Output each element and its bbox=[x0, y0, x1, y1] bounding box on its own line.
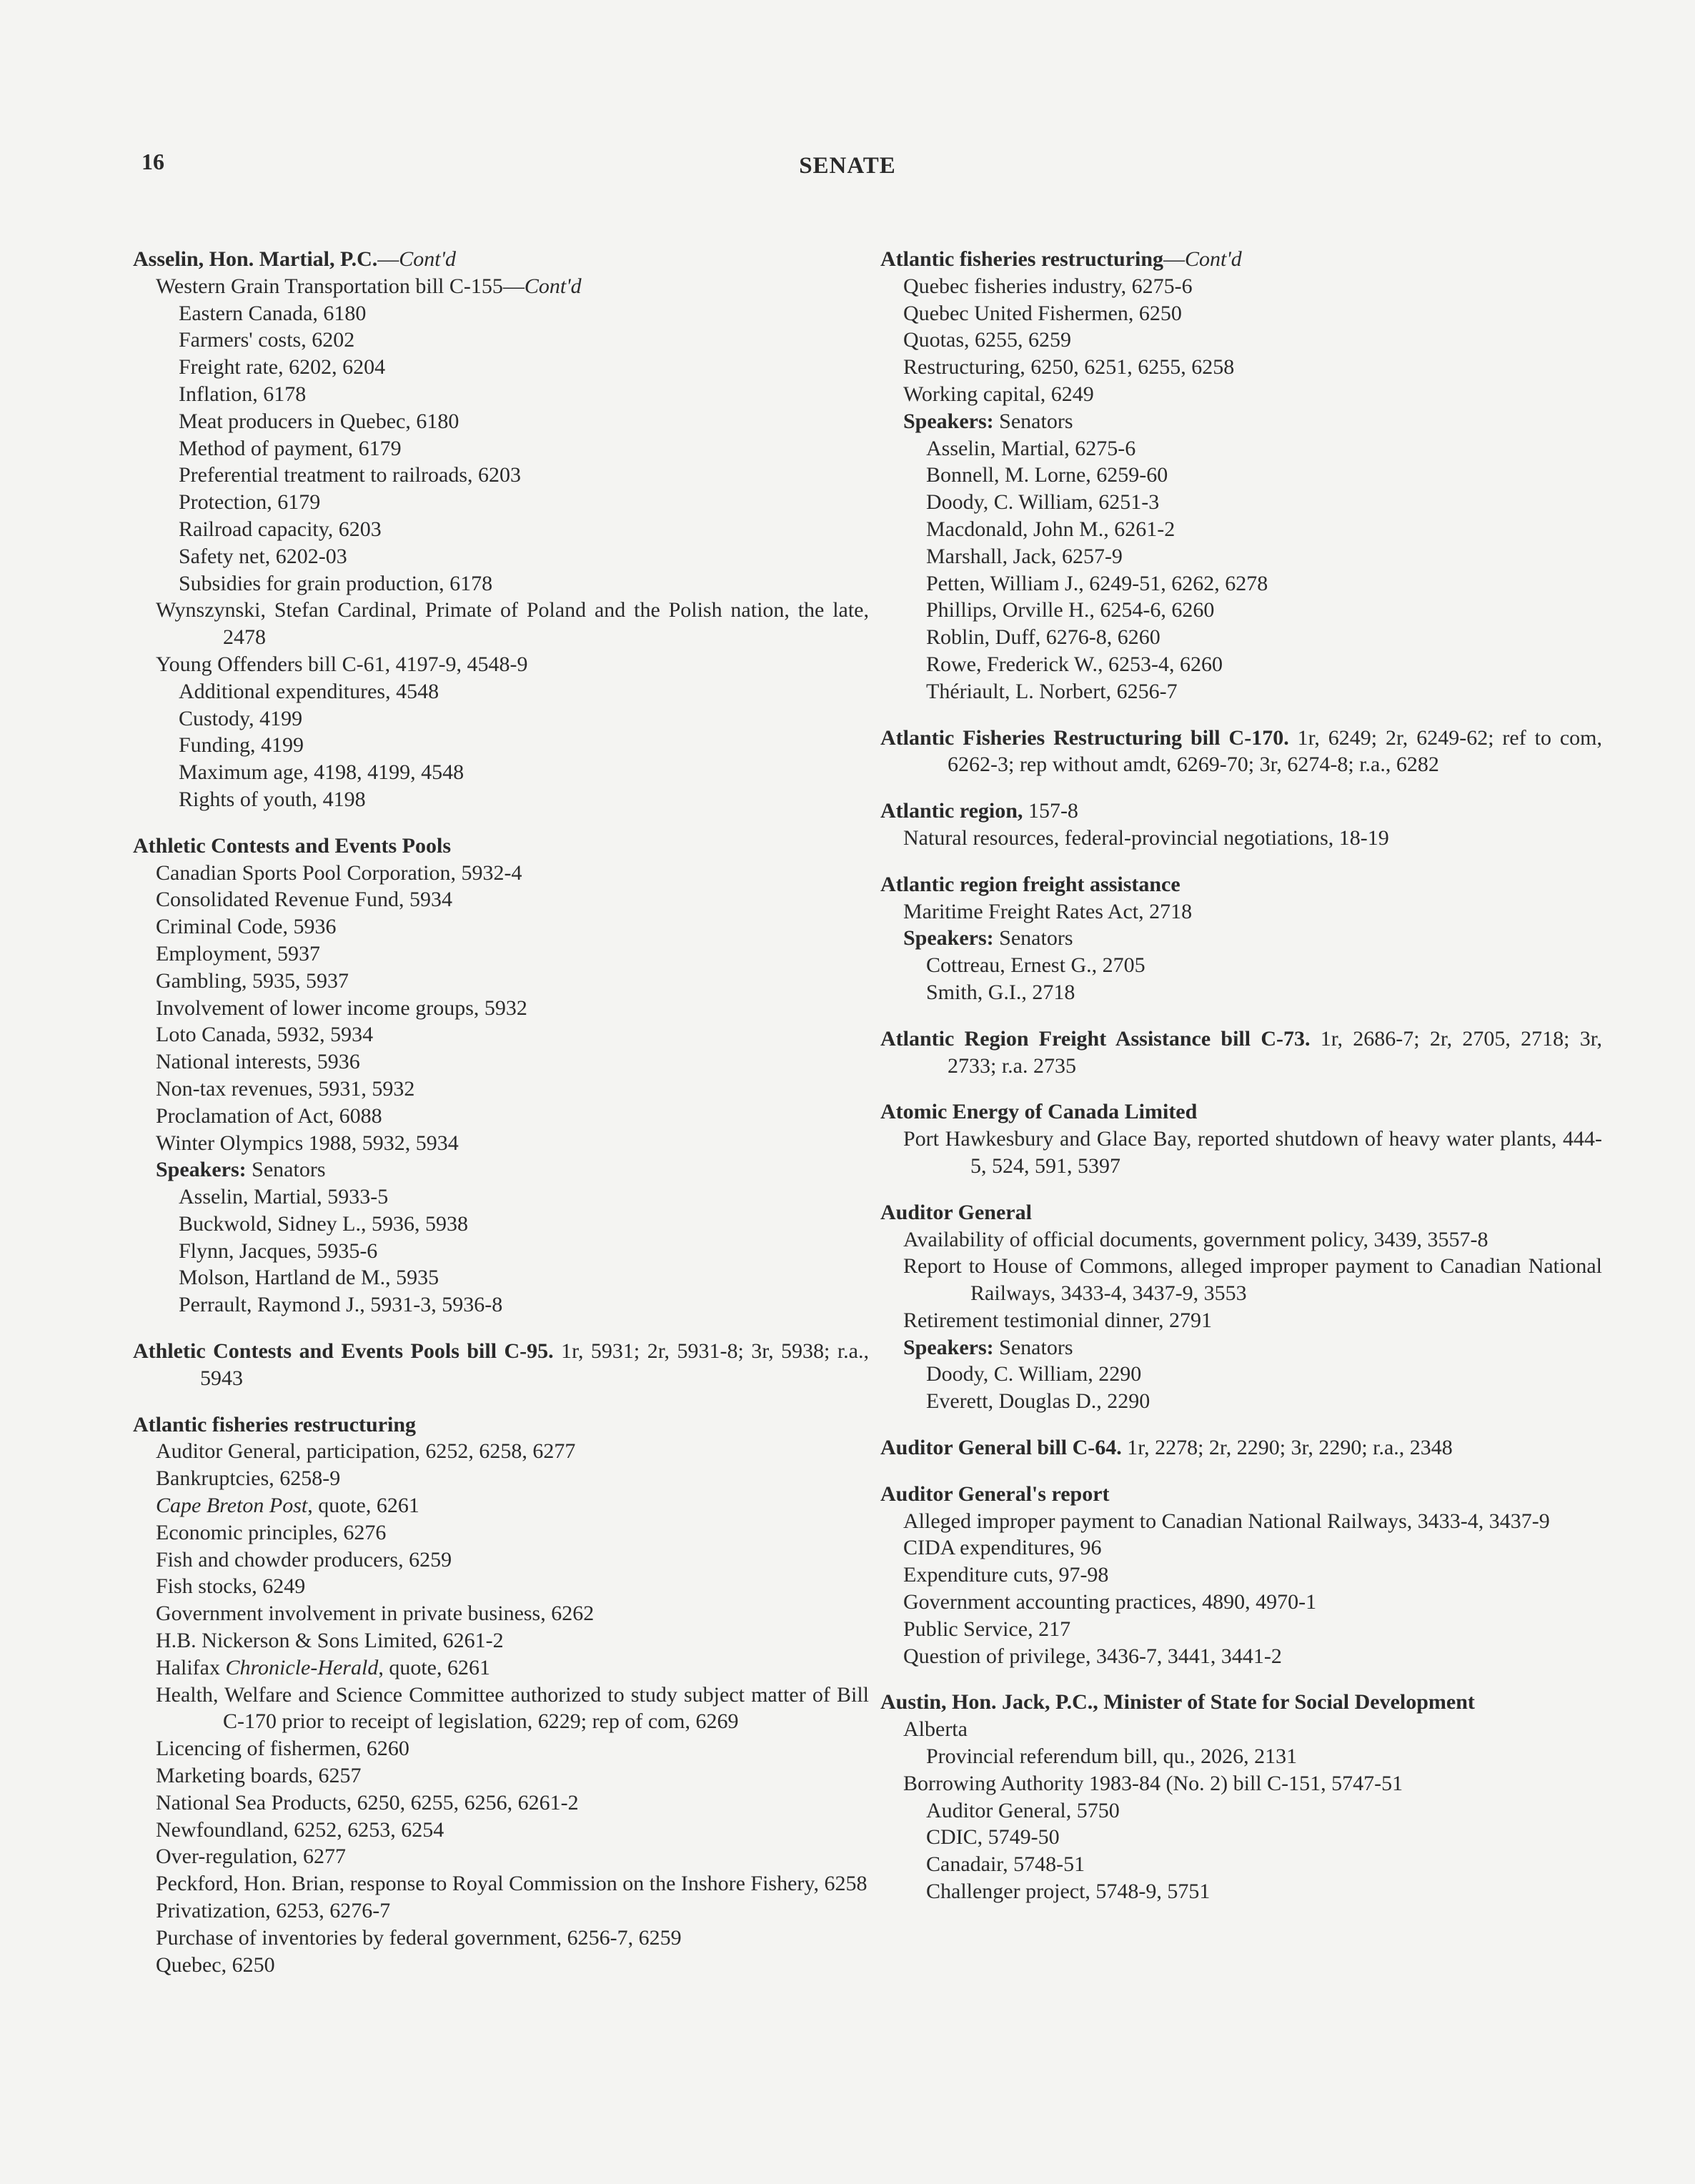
index-text: Atlantic fisheries restructuring bbox=[133, 1412, 417, 1436]
index-heading bbox=[133, 1411, 869, 1439]
index-subentry bbox=[133, 1897, 869, 1925]
index-subsubentry bbox=[880, 1878, 1602, 1905]
index-text: Atlantic Fisheries Restructuring bill C-170. bbox=[880, 725, 1289, 750]
index-subentry bbox=[133, 1076, 869, 1103]
index-text: Perrault, Raymond J., 5931-3, 5936-8 bbox=[179, 1293, 503, 1317]
index-text: Provincial referendum bill, qu., 2026, 2131 bbox=[926, 1744, 1298, 1769]
index-subsubentry bbox=[880, 624, 1602, 651]
index-subsubentry bbox=[880, 1388, 1602, 1415]
index-subsubentry bbox=[133, 381, 869, 408]
index-subentry bbox=[133, 1519, 869, 1547]
index-heading bbox=[880, 1199, 1602, 1226]
index-text: Flynn, Jacques, 5935-6 bbox=[179, 1239, 378, 1263]
index-text: Method of payment, 6179 bbox=[179, 436, 402, 460]
index-text: Speakers: bbox=[903, 409, 994, 433]
index-text: 1r, 2278; 2r, 2290; 3r, 2290; r.a., 2348 bbox=[1121, 1436, 1453, 1460]
index-text: Consolidated Revenue Fund, 5934 bbox=[156, 888, 452, 912]
index-text: Quebec, 6250 bbox=[156, 1952, 275, 1977]
index-text: Government involvement in private business, 6262 bbox=[156, 1602, 595, 1626]
index-text: Winter Olympics 1988, 5932, 5934 bbox=[156, 1131, 459, 1155]
index-heading bbox=[880, 1481, 1602, 1508]
index-text: CIDA expenditures, 96 bbox=[903, 1536, 1102, 1560]
index-entry bbox=[880, 725, 1602, 779]
index-text: Peckford, Hon. Brian, response to Royal Commission on the Inshore Fishery, 6258 bbox=[156, 1872, 868, 1896]
index-text: Newfoundland, 6252, 6253, 6254 bbox=[156, 1817, 444, 1842]
index-subentry bbox=[880, 825, 1602, 852]
index-subsubentry bbox=[133, 705, 869, 733]
index-text: Retirement testimonial dinner, 2791 bbox=[903, 1308, 1213, 1332]
index-subentry bbox=[880, 1126, 1602, 1180]
index-entry bbox=[880, 1689, 1602, 1905]
index-text: Bonnell, M. Lorne, 6259-60 bbox=[926, 463, 1168, 487]
index-text: Gambling, 5935, 5937 bbox=[156, 968, 349, 993]
index-text: Doody, C. William, 2290 bbox=[926, 1362, 1142, 1386]
index-subentry bbox=[133, 1492, 869, 1519]
index-text: Speakers: bbox=[903, 1335, 994, 1359]
index-subsubentry bbox=[880, 543, 1602, 570]
index-entry bbox=[133, 1411, 869, 1979]
index-subentry bbox=[133, 1762, 869, 1790]
index-text: CDIC, 5749-50 bbox=[926, 1825, 1060, 1850]
index-subsubentry bbox=[133, 435, 869, 462]
index-text: Atlantic region freight assistance bbox=[880, 872, 1180, 896]
index-heading bbox=[880, 1098, 1602, 1126]
index-text: Quebec United Fishermen, 6250 bbox=[903, 301, 1182, 325]
index-subentry bbox=[133, 886, 869, 913]
index-text: , quote, 6261 bbox=[378, 1655, 490, 1679]
index-subsubentry bbox=[880, 462, 1602, 489]
index-text: Halifax bbox=[156, 1655, 226, 1679]
index-subentry bbox=[133, 1465, 869, 1492]
index-text: Auditor General, 5750 bbox=[926, 1798, 1120, 1822]
index-subentry bbox=[133, 651, 869, 678]
index-text: Quotas, 6255, 6259 bbox=[903, 328, 1071, 352]
index-subsubentry bbox=[880, 1361, 1602, 1388]
index-text: Cont'd bbox=[399, 247, 456, 271]
index-subentry bbox=[880, 354, 1602, 381]
index-heading bbox=[880, 1026, 1602, 1080]
index-text: Purchase of inventories by federal government, 6256-7, 6259 bbox=[156, 1925, 682, 1950]
index-text: Senators bbox=[993, 1335, 1073, 1359]
index-text: Borrowing Authority 1983-84 (No. 2) bill C-151, 5747-51 bbox=[903, 1771, 1403, 1795]
index-text: H.B. Nickerson & Sons Limited, 6261-2 bbox=[156, 1629, 504, 1653]
index-subsubentry bbox=[133, 786, 869, 813]
index-text: Alberta bbox=[903, 1717, 968, 1742]
index-subentry bbox=[133, 1952, 869, 1979]
index-text: Working capital, 6249 bbox=[903, 382, 1094, 406]
index-text: Farmers' costs, 6202 bbox=[179, 328, 355, 352]
index-text: Doody, C. William, 6251-3 bbox=[926, 490, 1160, 515]
index-heading bbox=[133, 246, 869, 273]
index-entry bbox=[880, 1199, 1602, 1415]
index-text: Question of privilege, 3436-7, 3441, 3441-2 bbox=[903, 1644, 1282, 1668]
index-text: Health, Welfare and Science Committee authorized to study subject matter of Bill C-170 prior to receipt of legislation, 6229; rep of com, 6269 bbox=[156, 1682, 869, 1734]
index-text: Atlantic fisheries restructuring bbox=[880, 247, 1164, 271]
index-text: 1r, 5931; 2r, 5931-8; 3r, 5938; r.a., 5943 bbox=[200, 1339, 869, 1390]
index-entry bbox=[133, 833, 869, 1319]
index-subsubentry bbox=[133, 1291, 869, 1319]
index-subsubentry bbox=[133, 570, 869, 597]
index-text: Freight rate, 6202, 6204 bbox=[179, 355, 386, 379]
index-text: Senators bbox=[246, 1158, 326, 1182]
index-subentry bbox=[133, 1547, 869, 1574]
index-text: Licencing of fishermen, 6260 bbox=[156, 1737, 409, 1761]
index-subsubentry bbox=[133, 462, 869, 489]
index-text: Non-tax revenues, 5931, 5932 bbox=[156, 1076, 415, 1101]
index-subentry bbox=[880, 300, 1602, 327]
index-text: Safety net, 6202-03 bbox=[179, 544, 347, 568]
page-number: 16 bbox=[141, 149, 164, 174]
index-subentry bbox=[133, 913, 869, 940]
index-text: Over-regulation, 6277 bbox=[156, 1845, 346, 1869]
index-text: Young Offenders bill C-61, 4197-9, 4548-9 bbox=[156, 652, 528, 676]
index-subsubentry bbox=[133, 1183, 869, 1211]
index-text: Cont'd bbox=[524, 274, 582, 298]
index-text: Austin, Hon. Jack, P.C., Minister of State for Social Development bbox=[880, 1690, 1475, 1714]
index-text: Additional expenditures, 4548 bbox=[179, 679, 439, 703]
index-text: Marshall, Jack, 6257-9 bbox=[926, 544, 1123, 568]
index-text: Asselin, Hon. Martial, P.C. bbox=[133, 247, 378, 271]
index-text: Petten, William J., 6249-51, 6262, 6278 bbox=[926, 571, 1268, 595]
index-text: Auditor General's report bbox=[880, 1481, 1110, 1506]
index-subentry bbox=[133, 1156, 869, 1183]
index-text: Chronicle-Herald bbox=[225, 1655, 379, 1679]
index-text: 1r, 2686-7; 2r, 2705, 2718; 3r, 2733; r.a. 2735 bbox=[948, 1026, 1603, 1078]
index-text: Employment, 5937 bbox=[156, 941, 320, 966]
index-subsubentry bbox=[880, 952, 1602, 979]
index-subentry bbox=[133, 1103, 869, 1130]
index-text: Speakers: bbox=[156, 1158, 247, 1182]
index-subsubentry bbox=[133, 1264, 869, 1291]
index-subsubentry bbox=[880, 597, 1602, 624]
index-subentry bbox=[880, 1307, 1602, 1334]
index-text: Senators bbox=[993, 409, 1073, 433]
index-text: Thériault, L. Norbert, 6256-7 bbox=[926, 679, 1178, 703]
index-subsubentry bbox=[133, 408, 869, 435]
index-text: Proclamation of Act, 6088 bbox=[156, 1103, 382, 1128]
index-subentry bbox=[133, 1682, 869, 1736]
index-subentry bbox=[880, 327, 1602, 354]
index-subentry bbox=[133, 1130, 869, 1157]
index-text: Roblin, Duff, 6276-8, 6260 bbox=[926, 625, 1160, 650]
index-text: Cont'd bbox=[1185, 247, 1242, 271]
index-text: Auditor General bbox=[880, 1200, 1032, 1224]
index-text: Auditor General bill C-64. bbox=[880, 1436, 1122, 1460]
index-entry bbox=[880, 1434, 1602, 1461]
index-text: 1r, 6249; 2r, 6249-62; ref to com, 6262-3; rep without amdt, 6269-70; 3r, 6274-8; r.a., 6282 bbox=[948, 725, 1602, 777]
index-text: Natural resources, federal-provincial negotiations, 18-19 bbox=[903, 825, 1389, 850]
index-subentry bbox=[133, 1021, 869, 1048]
index-text: Eastern Canada, 6180 bbox=[179, 301, 367, 325]
index-text: Smith, G.I., 2718 bbox=[926, 980, 1075, 1004]
index-subentry bbox=[133, 1843, 869, 1870]
index-subsubentry bbox=[133, 1238, 869, 1265]
index-text: Subsidies for grain production, 6178 bbox=[179, 571, 493, 595]
index-subentry bbox=[133, 1654, 869, 1682]
index-text: 157-8 bbox=[1023, 799, 1078, 823]
index-text: Maximum age, 4198, 4199, 4548 bbox=[179, 760, 464, 785]
index-subsubentry bbox=[133, 1211, 869, 1238]
index-text: Preferential treatment to railroads, 6203 bbox=[179, 463, 521, 487]
index-text: Atlantic Region Freight Assistance bill C-73. bbox=[880, 1026, 1311, 1051]
index-subentry bbox=[133, 968, 869, 995]
index-text: Phillips, Orville H., 6254-6, 6260 bbox=[926, 598, 1215, 622]
index-text: Protection, 6179 bbox=[179, 490, 321, 515]
index-subsubentry bbox=[880, 516, 1602, 543]
index-subsubentry bbox=[880, 678, 1602, 705]
index-text: — bbox=[1163, 247, 1185, 271]
index-subentry bbox=[133, 1573, 869, 1600]
index-text: Asselin, Martial, 5933-5 bbox=[179, 1185, 389, 1209]
index-entry bbox=[880, 1026, 1602, 1080]
index-text: Meat producers in Quebec, 6180 bbox=[179, 409, 459, 433]
index-subentry bbox=[133, 1627, 869, 1654]
index-subsubentry bbox=[880, 1797, 1602, 1825]
index-text: Criminal Code, 5936 bbox=[156, 915, 337, 939]
index-text: Western Grain Transportation bill C-155— bbox=[156, 274, 525, 298]
index-text: Wynszynski, Stefan Cardinal, Primate of Poland and the Polish nation, the late, 2478 bbox=[156, 598, 869, 650]
index-subentry bbox=[880, 1589, 1602, 1616]
index-text: National interests, 5936 bbox=[156, 1050, 360, 1074]
index-entry bbox=[880, 798, 1602, 852]
index-entry bbox=[880, 871, 1602, 1006]
index-subentry bbox=[133, 1817, 869, 1844]
index-subentry bbox=[880, 1253, 1602, 1307]
index-subentry bbox=[880, 1616, 1602, 1643]
index-subsubentry bbox=[880, 570, 1602, 597]
index-subentry bbox=[880, 1508, 1602, 1535]
index-heading bbox=[133, 1338, 869, 1392]
index-text: Cottreau, Ernest G., 2705 bbox=[926, 953, 1145, 978]
index-text: Auditor General, participation, 6252, 6258, 6277 bbox=[156, 1439, 576, 1464]
index-text: Fish and chowder producers, 6259 bbox=[156, 1547, 452, 1572]
index-text: Funding, 4199 bbox=[179, 733, 304, 758]
index-text: Maritime Freight Rates Act, 2718 bbox=[903, 899, 1193, 923]
index-text: Economic principles, 6276 bbox=[156, 1520, 387, 1544]
index-subentry bbox=[880, 898, 1602, 925]
index-subentry bbox=[133, 1870, 869, 1897]
index-heading bbox=[880, 1689, 1602, 1716]
index-text: Rights of youth, 4198 bbox=[179, 787, 366, 811]
index-text: Marketing boards, 6257 bbox=[156, 1764, 362, 1788]
index-text: Rowe, Frederick W., 6253-4, 6260 bbox=[926, 652, 1223, 676]
index-subentry bbox=[880, 408, 1602, 435]
index-text: Molson, Hartland de M., 5935 bbox=[179, 1266, 439, 1290]
index-subsubentry bbox=[880, 1851, 1602, 1878]
index-heading bbox=[880, 798, 1602, 825]
index-text: National Sea Products, 6250, 6255, 6256, 6261-2 bbox=[156, 1790, 579, 1815]
index-text: Athletic Contests and Events Pools bbox=[133, 833, 452, 858]
index-subsubentry bbox=[133, 678, 869, 705]
index-text: Expenditure cuts, 97-98 bbox=[903, 1563, 1109, 1587]
index-text: Senators bbox=[993, 926, 1073, 950]
running-head: SENATE bbox=[799, 153, 896, 179]
index-entry bbox=[133, 246, 869, 813]
index-subsubentry bbox=[133, 732, 869, 759]
index-subentry bbox=[880, 1534, 1602, 1562]
index-subentry bbox=[133, 273, 869, 300]
index-text: Custody, 4199 bbox=[179, 706, 303, 730]
index-subsubentry bbox=[133, 327, 869, 354]
index-text: Fish stocks, 6249 bbox=[156, 1574, 306, 1599]
index-subentry bbox=[880, 925, 1602, 952]
index-subsubentry bbox=[133, 759, 869, 786]
index-heading bbox=[133, 833, 869, 860]
index-subentry bbox=[133, 1600, 869, 1627]
index-text: Loto Canada, 5932, 5934 bbox=[156, 1023, 374, 1047]
index-heading bbox=[880, 246, 1602, 273]
index-text: — bbox=[377, 247, 399, 271]
index-subentry bbox=[133, 995, 869, 1022]
index-text: Canadian Sports Pool Corporation, 5932-4 bbox=[156, 860, 522, 885]
index-subentry bbox=[880, 1643, 1602, 1670]
index-subsubentry bbox=[880, 979, 1602, 1006]
index-text: Bankruptcies, 6258-9 bbox=[156, 1466, 341, 1491]
index-text: Public Service, 217 bbox=[903, 1617, 1071, 1641]
index-subentry bbox=[133, 597, 869, 651]
index-subentry bbox=[880, 273, 1602, 300]
index-subsubentry bbox=[133, 300, 869, 327]
index-subentry bbox=[133, 1735, 869, 1762]
index-heading bbox=[880, 725, 1602, 779]
index-text: , quote, 6261 bbox=[307, 1494, 419, 1518]
index-text: Railroad capacity, 6203 bbox=[179, 517, 382, 541]
index-entry bbox=[133, 1338, 869, 1392]
index-subsubentry bbox=[133, 489, 869, 516]
index-entry bbox=[880, 1098, 1602, 1179]
index-subsubentry bbox=[880, 651, 1602, 678]
index-heading bbox=[880, 871, 1602, 898]
index-subsubentry bbox=[133, 543, 869, 570]
index-text: Buckwold, Sidney L., 5936, 5938 bbox=[179, 1211, 468, 1236]
index-text: Athletic Contests and Events Pools bill C-95. bbox=[133, 1339, 554, 1364]
index-subsubentry bbox=[880, 435, 1602, 462]
index-text: Everett, Douglas D., 2290 bbox=[926, 1389, 1150, 1414]
index-subentry bbox=[133, 1790, 869, 1817]
index-subentry bbox=[880, 1334, 1602, 1361]
index-subentry bbox=[880, 1770, 1602, 1797]
index-column-right bbox=[880, 246, 1602, 1925]
index-text: Canadair, 5748-51 bbox=[926, 1852, 1085, 1877]
index-heading bbox=[880, 1434, 1602, 1461]
index-entry bbox=[880, 246, 1602, 705]
index-text: Port Hawkesbury and Glace Bay, reported shutdown of heavy water plants, 444-5, 524, 591, 5397 bbox=[903, 1127, 1602, 1178]
index-text: Report to House of Commons, alleged improper payment to Canadian National Railways, 3433-4, 3437-9, 3553 bbox=[903, 1254, 1602, 1306]
index-text: Asselin, Martial, 6275-6 bbox=[926, 436, 1136, 460]
index-text: Inflation, 6178 bbox=[179, 382, 307, 406]
index-subsubentry bbox=[133, 354, 869, 381]
index-entry bbox=[880, 1481, 1602, 1670]
index-subentry bbox=[880, 1562, 1602, 1589]
index-subentry bbox=[133, 1438, 869, 1465]
index-subsubentry bbox=[133, 516, 869, 543]
index-subentry bbox=[133, 1925, 869, 1952]
index-subentry bbox=[880, 1226, 1602, 1254]
index-text: Speakers: bbox=[903, 926, 994, 950]
index-text: Alleged improper payment to Canadian National Railways, 3433-4, 3437-9 bbox=[903, 1509, 1550, 1533]
index-text: Availability of official documents, government policy, 3439, 3557-8 bbox=[903, 1227, 1488, 1251]
index-subentry bbox=[133, 940, 869, 968]
index-column-left bbox=[133, 246, 869, 1997]
index-subentry bbox=[880, 1716, 1602, 1743]
index-subentry bbox=[133, 1048, 869, 1076]
index-text: Macdonald, John M., 6261-2 bbox=[926, 517, 1175, 541]
index-text: Involvement of lower income groups, 5932 bbox=[156, 996, 527, 1020]
index-text: Quebec fisheries industry, 6275-6 bbox=[903, 274, 1193, 298]
index-subentry bbox=[133, 860, 869, 887]
index-subsubentry bbox=[880, 1824, 1602, 1851]
index-text: Government accounting practices, 4890, 4970-1 bbox=[903, 1590, 1317, 1614]
index-text: Challenger project, 5748-9, 5751 bbox=[926, 1880, 1211, 1904]
index-subentry bbox=[880, 381, 1602, 408]
index-text: Privatization, 6253, 6276-7 bbox=[156, 1899, 391, 1923]
index-subsubentry bbox=[880, 489, 1602, 516]
index-subsubentry bbox=[880, 1743, 1602, 1770]
index-text: Restructuring, 6250, 6251, 6255, 6258 bbox=[903, 355, 1235, 379]
index-text: Atomic Energy of Canada Limited bbox=[880, 1100, 1198, 1124]
index-text: Cape Breton Post bbox=[156, 1494, 308, 1518]
index-text: Atlantic region, bbox=[880, 799, 1023, 823]
